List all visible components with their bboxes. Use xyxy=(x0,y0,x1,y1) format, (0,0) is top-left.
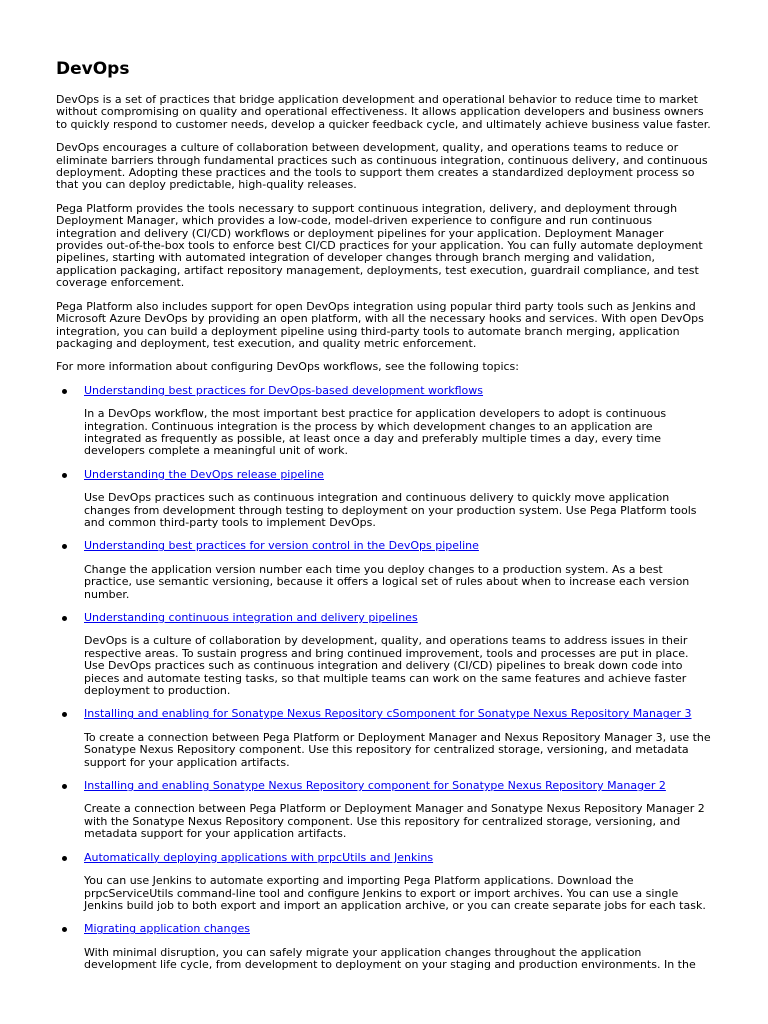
topic-description: DevOps is a culture of collaboration by development, quality, and operations teams to address issues in their respective areas. To sustain progress and bring continued improvement, tools and processes are put in place. Use DevOps practices such as continuous integration and delivery (CI/CD) pipelines to break down code into pieces and automate testing tasks, so that multiple teams can work on the same features and achieve faster deployment to production. xyxy=(84,634,689,698)
topic-link-release-pipeline[interactable]: Understanding the DevOps release pipeline xyxy=(84,467,324,481)
topic-description: Use DevOps practices such as continuous integration and continuous delivery to quickly move application changes from development through testing to deployment on your production system. Use Pega Platform tools and common third-party tools to implement DevOps. xyxy=(84,491,697,529)
bullet-icon xyxy=(62,784,67,789)
topic-link-prpcutils-jenkins[interactable]: Automatically deploying applications with prpcUtils and Jenkins xyxy=(84,850,434,864)
culture-paragraph: DevOps encourages a culture of collaboration between development, quality, and operations teams to reduce or eliminate barriers through fundamental practices such as continuous integration, continuous delivery, and continuous deployment. Adopting these practices and the tools to support them creates a standardized deployment process so that you can deploy predictable, high-quality releases. xyxy=(56,141,708,192)
intro-paragraph: DevOps is a set of practices that bridge application development and operational behavior to reduce time to market without compromising on quality and operational effectiveness. It allows application developers and business owners to quickly respond to customer needs, develop a quicker feedback cycle, and ultimately achieve business value faster. xyxy=(56,93,711,131)
topic-description: With minimal disruption, you can safely migrate your application changes throughout the application development life cycle, from development to deployment on your staging and production environments. In the xyxy=(84,945,696,972)
list-item xyxy=(56,852,712,913)
topic-link-nexus-manager-3[interactable]: Installing and enabling for Sonatype Nexus Repository cSomponent for Sonatype Nexus Repository Manager 3 xyxy=(84,707,692,721)
topic-description: You can use Jenkins to automate exporting and importing Pega Platform applications. Download the prpcServiceUtils command-line tool and configure Jenkins to export or import archives. You can use a single Jenkins build job to both export and import an application archive, or you can create separate jobs for each task. xyxy=(84,874,706,912)
topic-description: Change the application version number each time you deploy changes to a production system. As a best practice, use semantic versioning, because it offers a logical set of rules about when to increase each version number. xyxy=(84,562,690,601)
list-item xyxy=(56,540,712,601)
bullet-icon xyxy=(62,856,67,861)
topic-link-version-control[interactable]: Understanding best practices for version control in the DevOps pipeline xyxy=(84,539,479,553)
topics-intro-paragraph: For more information about configuring DevOps workflows, see the following topics: xyxy=(56,360,519,374)
list-item xyxy=(56,923,712,971)
topic-list xyxy=(56,385,712,972)
pega-tools-paragraph: Pega Platform provides the tools necessary to support continuous integration, delivery, and deployment through Deployment Manager, which provides a low-code, model-driven experience to configure and run continuous integration and delivery (CI/CD) workflows or deployment pipelines for your application. Deployment Manager provides out-of-the-box tools to enforce best CI/CD practices for your application. You can fully automate deployment pipelines, starting with automated integration of developer changes through branch merging and validation, application packaging, artifact repository management, deployments, test execution, guardrail compliance, and test coverage enforcement. xyxy=(56,201,703,290)
document-page xyxy=(56,58,712,983)
page-title: DevOps xyxy=(56,59,130,79)
list-item xyxy=(56,612,712,697)
topic-description: To create a connection between Pega Platform or Deployment Manager and Nexus Repository Manager 3, use the Sonatype Nexus Repository component. Use this repository for centralized storage, versioning, and metadata support for your application artifacts. xyxy=(84,730,711,769)
list-item xyxy=(56,780,712,841)
bullet-icon xyxy=(62,712,67,717)
topic-description: In a DevOps workflow, the most important best practice for application developers to adopt is continuous integration. Continuous integration is the process by which development changes to an application are integrated as frequently as possible, at least once a day and preferably multiple times a day, every time developers complete a meaningful unit of work. xyxy=(84,407,667,458)
topic-link-best-practices-workflows[interactable]: Understanding best practices for DevOps-based development workflows xyxy=(84,383,484,397)
open-devops-paragraph: Pega Platform also includes support for open DevOps integration using popular third party tools such as Jenkins and Microsoft Azure DevOps by providing an open platform, with all the necessary hooks and services. With open DevOps integration, you can build a deployment pipeline using third-party tools to automate branch merging, application packaging and deployment, test execution, and quality metric enforcement. xyxy=(56,299,704,350)
list-item xyxy=(56,469,712,530)
bullet-icon xyxy=(62,927,67,932)
topic-link-ci-cd-pipelines[interactable]: Understanding continuous integration and delivery pipelines xyxy=(84,611,418,624)
list-item xyxy=(56,385,712,458)
bullet-icon xyxy=(62,544,67,549)
bullet-icon xyxy=(62,616,67,621)
topic-link-migrating-changes[interactable]: Migrating application changes xyxy=(84,922,250,936)
topic-description: Create a connection between Pega Platform or Deployment Manager and Sonatype Nexus Repository Manager 2 with the Sonatype Nexus Repository component. Use this repository for centralized storage, versioning, and metadata support for your application artifacts. xyxy=(84,802,705,841)
bullet-icon xyxy=(62,389,67,394)
list-item xyxy=(56,708,712,769)
bullet-icon xyxy=(62,473,67,478)
topic-link-nexus-manager-2[interactable]: Installing and enabling Sonatype Nexus Repository component for Sonatype Nexus Repository Manager 2 xyxy=(84,779,666,793)
